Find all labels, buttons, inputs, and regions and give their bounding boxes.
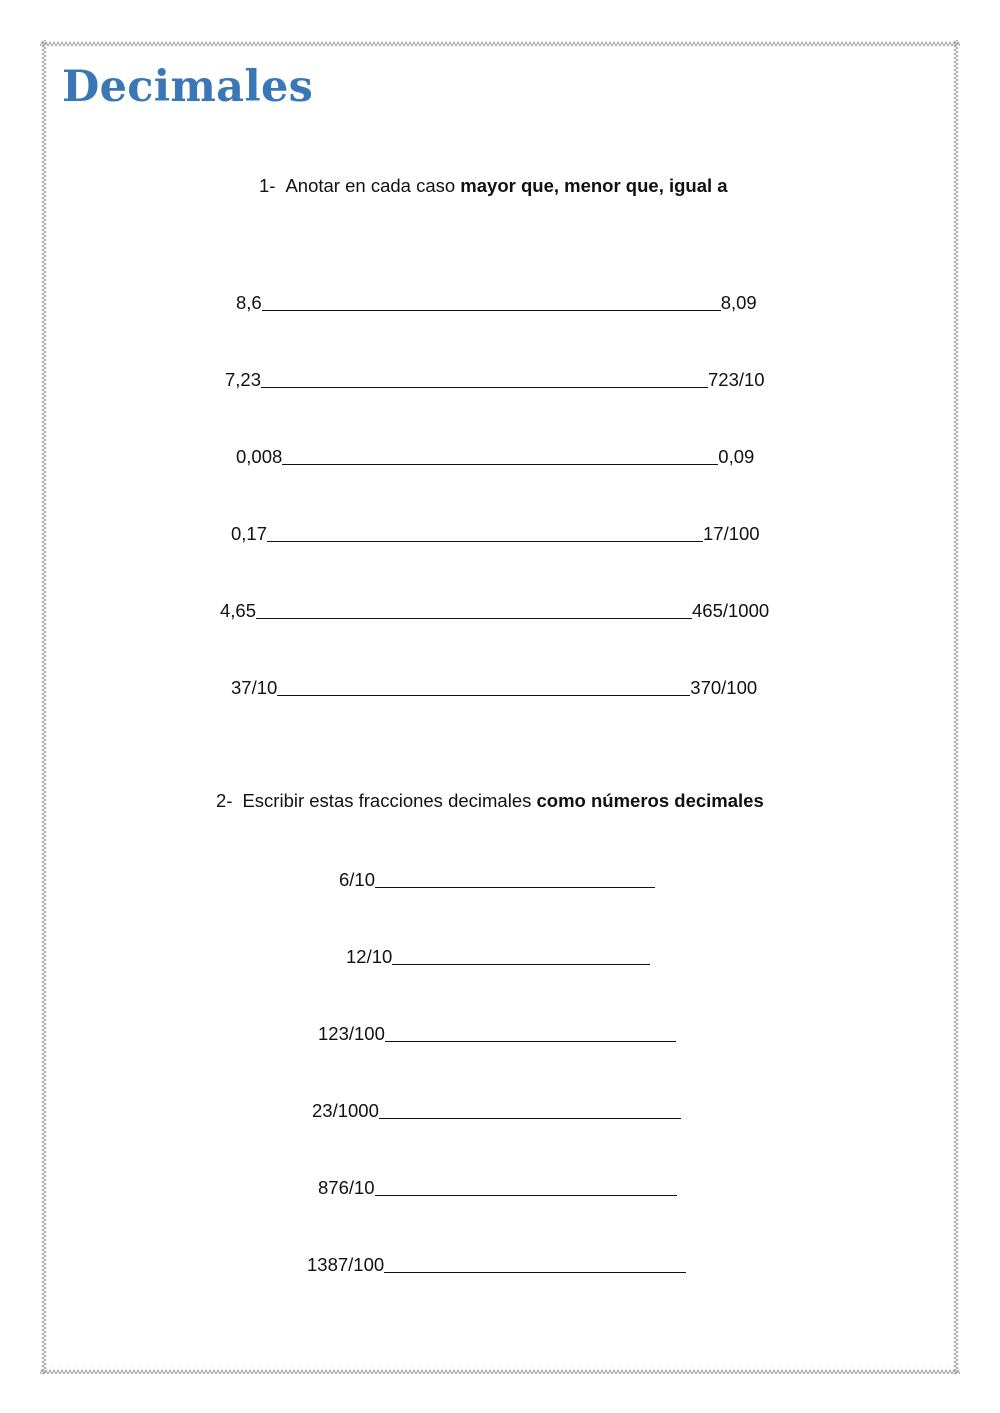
comparison-row [236,290,757,314]
comparison-row [220,598,769,622]
right-value: 465/1000 [692,600,770,621]
right-value: 17/100 [703,523,760,544]
fraction-value: 1387/100 [307,1254,385,1275]
instruction-number: 1- [259,175,276,196]
fraction-value: 6/10 [339,869,376,890]
right-value: 370/100 [690,677,758,698]
answer-blank[interactable] [384,1254,686,1273]
instruction-bold-text: como números decimales [536,790,764,811]
instruction-text: Escribir estas fracciones decimales [242,790,537,811]
left-value: 4,65 [220,600,257,621]
fraction-row [307,1252,686,1276]
answer-blank[interactable] [256,600,692,619]
answer-blank[interactable] [375,869,655,888]
decorative-border [40,40,960,1374]
instruction-1 [259,175,728,197]
answer-blank[interactable] [277,677,690,696]
fraction-row [339,867,655,891]
right-value: 0,09 [718,446,755,467]
answer-blank[interactable] [262,292,721,311]
fraction-value: 12/10 [346,946,393,967]
fraction-row [312,1098,681,1122]
fraction-row [346,944,650,968]
answer-blank[interactable] [282,446,718,465]
instruction-bold-text: mayor que, menor que, igual a [460,175,728,196]
answer-blank[interactable] [385,1023,676,1042]
right-value: 723/10 [708,369,765,390]
fraction-value: 23/1000 [312,1100,379,1121]
instruction-number: 2- [216,790,233,811]
fraction-value: 876/10 [318,1177,375,1198]
page-title: Decimales [62,62,314,112]
answer-blank[interactable] [261,369,708,388]
left-value: 0,008 [236,446,283,467]
comparison-row [231,675,757,699]
left-value: 37/10 [231,677,278,698]
left-value: 8,6 [236,292,262,313]
answer-blank[interactable] [379,1100,681,1119]
fraction-row [318,1021,676,1045]
fraction-row [318,1175,677,1199]
comparison-row [236,444,754,468]
right-value: 8,09 [720,292,757,313]
left-value: 7,23 [225,369,262,390]
answer-blank[interactable] [392,946,650,965]
comparison-row [231,521,760,545]
instruction-text: Anotar en cada caso [285,175,461,196]
page-border [40,40,960,1374]
instruction-2 [216,790,764,812]
comparison-row [225,367,765,391]
answer-blank[interactable] [375,1177,677,1196]
fraction-value: 123/100 [318,1023,385,1044]
answer-blank[interactable] [267,523,703,542]
left-value: 0,17 [231,523,268,544]
